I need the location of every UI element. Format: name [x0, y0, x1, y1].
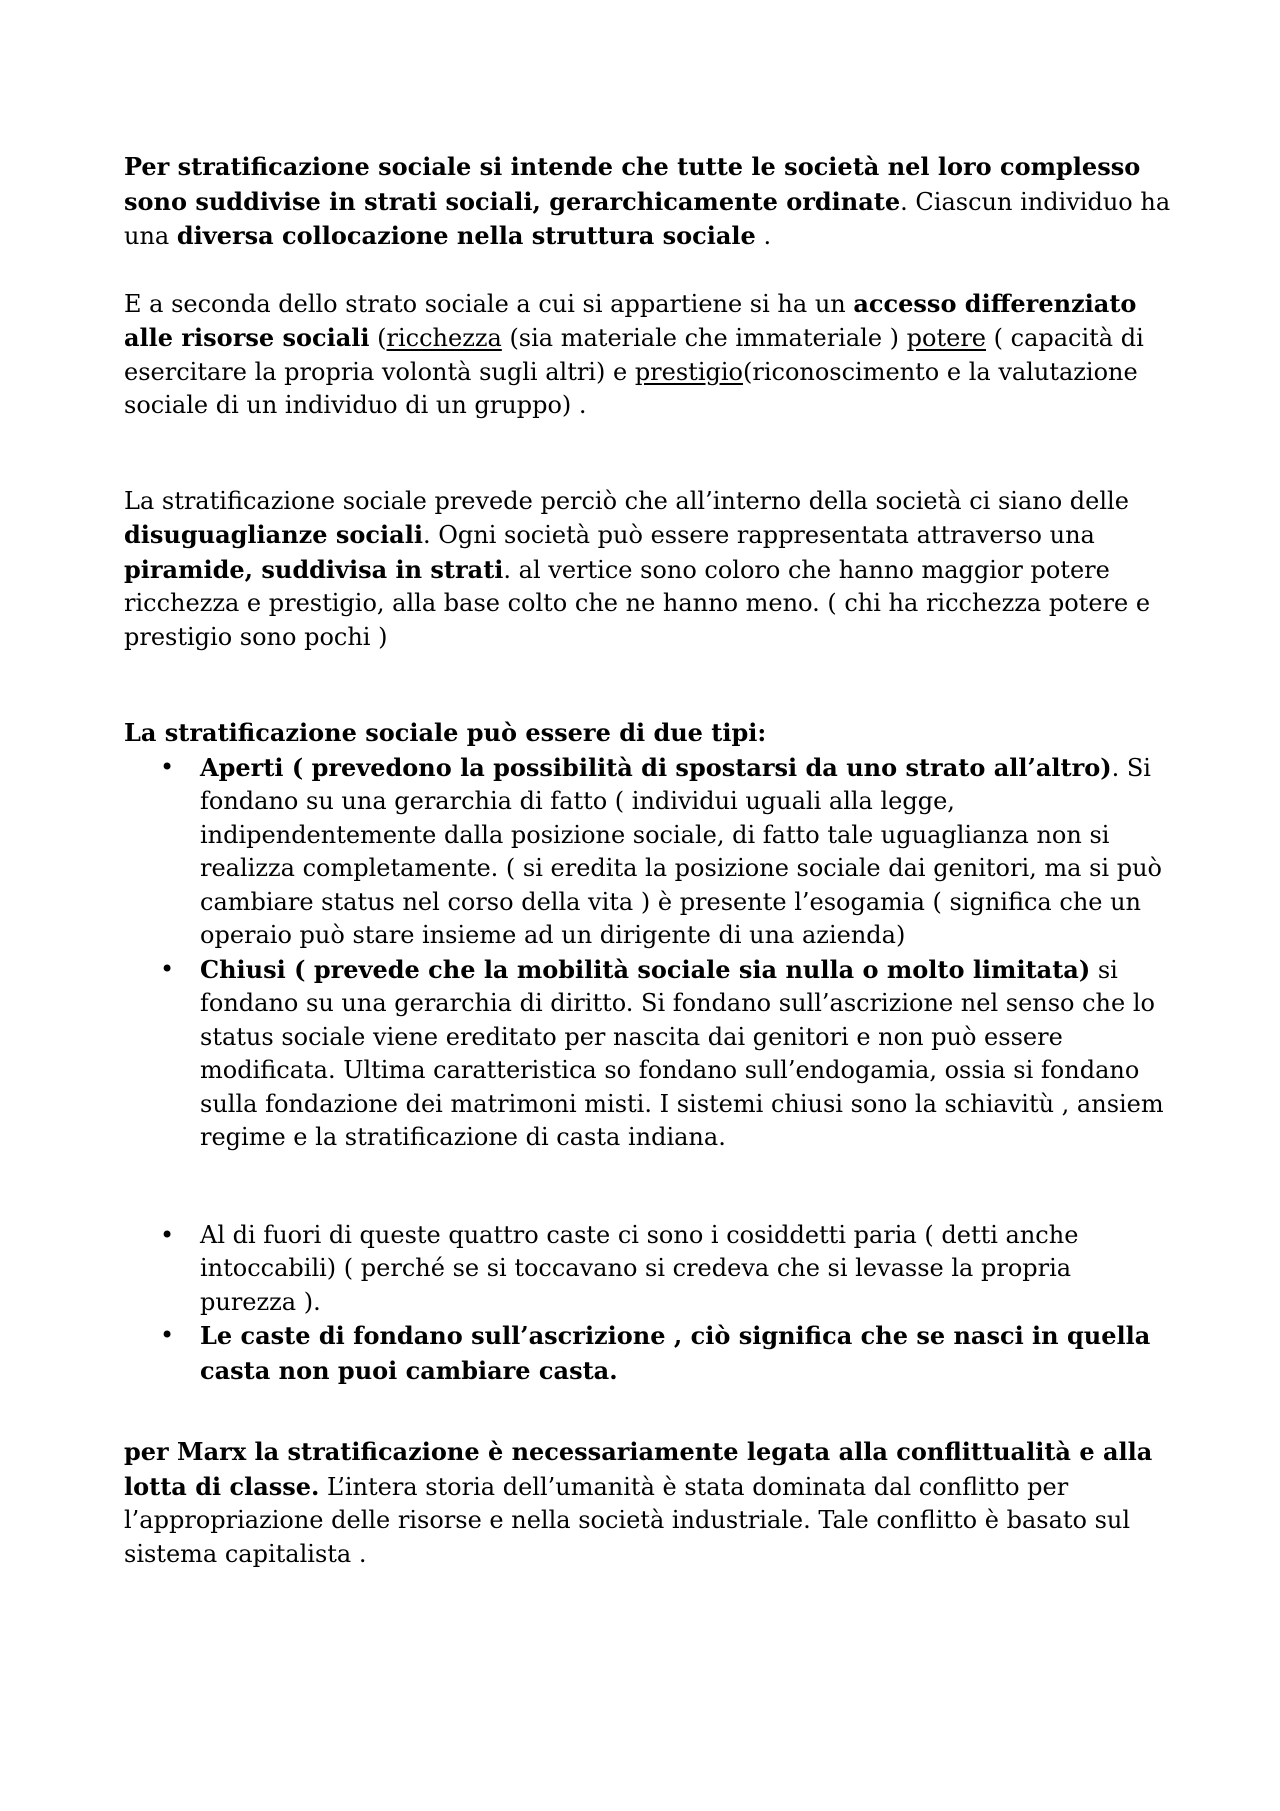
text: ( capacità di esercitare la propria volontà sugli altri) e [124, 324, 1144, 386]
list-item-paria [160, 1219, 1174, 1320]
bold-text: Aperti ( prevedono la possibilità di spostarsi da uno strato all’altro) [200, 752, 1112, 782]
section-heading-types [124, 716, 1174, 751]
list-item-caste [160, 1319, 1174, 1388]
text: . Si fondano su una gerarchia di fatto ( individui uguali alla legge, indipendentemente dalla posizione sociale, di fatto tale uguaglianza non si realizza completamente. ( si eredita la posizione sociale dai genitori, ma si può cambiare status nel corso della vita ) è presente l’esogamia ( significa che un operaio può stare insieme ad un dirigente di una azienda) [200, 753, 1162, 949]
text: ( [369, 324, 387, 352]
text: . Ogni società può essere rappresentata attraverso una [422, 521, 1095, 549]
bullet-icon: • [160, 752, 175, 781]
heading-text: La stratificazione sociale può essere di due tipi: [124, 718, 767, 747]
bullet-icon: • [160, 1321, 175, 1349]
bold-text: Le caste di fondano sull’ascrizione , ciò significa che se nasci in quella casta non puoi cambiare casta. [200, 1321, 1151, 1385]
text: Al di fuori di queste quattro caste ci sono i cosiddetti paria ( detti anche intoccabili) ( perché se si toccavano si credeva che si levasse la propria purezza ). [200, 1220, 1079, 1316]
text: . [755, 222, 772, 250]
bold-text: disuguaglianze sociali [124, 520, 423, 549]
text: L’intera storia dell’umanità è stata dominata dal conflitto per l’appropriazione delle risorse e nella società industriale. Tale conflitto è basato sul sistema capitalista . [124, 1472, 1131, 1568]
bold-text: piramide, suddivisa in strati [124, 554, 504, 584]
text: . al vertice sono coloro che hanno maggior potere ricchezza e prestigio, alla base colto che ne hanno meno. ( chi ha ricchezza potere e prestigio sono pochi ) [124, 555, 1151, 651]
bold-text: Chiusi ( prevede che la mobilità sociale sia nulla o molto limitata) [200, 954, 1091, 984]
underlined-term-potere: potere [906, 324, 986, 352]
bullet-icon: • [160, 1220, 175, 1249]
paragraph-definition [124, 150, 1174, 254]
text: E a seconda dello strato sociale a cui si appartiene si ha un [124, 289, 854, 318]
bold-text: accesso differenziato alle risorse sociali [124, 288, 1137, 352]
paragraph-access [124, 287, 1174, 423]
text: (riconoscimento e la valutazione sociale di un individuo di un gruppo) . [124, 357, 1138, 419]
bold-text: diversa collocazione nella struttura sociale [176, 221, 756, 250]
bullet-icon: • [160, 954, 175, 983]
list-item-aperti [160, 751, 1174, 953]
bold-text: Per stratificazione sociale si intende che tutte le società nel loro complesso sono suddivise in strati sociali, gerarchicamente ordinate [124, 152, 1141, 216]
list-types [124, 751, 1174, 1155]
text: . Ciascun individuo ha una [124, 187, 1171, 250]
underlined-term-prestigio: prestigio [634, 357, 743, 386]
paragraph-inequality [124, 485, 1174, 655]
list-item-chiusi [160, 953, 1174, 1155]
text: si fondano su una gerarchia di diritto. Si fondano sull’ascrizione nel senso che lo status sociale viene ereditato per nascita dai genitori e non può essere modificata. Ultima caratteristica so fondano sull’endogamia, ossia si fondano sulla fondazione dei matrimoni misti. I sistemi chiusi sono la schiavitù , ansiem regime e la stratificazione di casta indiana. [200, 955, 1164, 1151]
text: (sia materiale che immateriale ) [501, 324, 907, 352]
text: La stratificazione sociale prevede perciò che all’interno della società ci siano delle [124, 486, 1129, 515]
bold-text: per Marx la stratificazione è necessariamente legata alla conflittualità e alla lotta di classe. [124, 1437, 1153, 1501]
paragraph-marx [124, 1435, 1174, 1571]
document-page [124, 150, 1174, 1571]
underlined-term-ricchezza: ricchezza [386, 324, 502, 352]
list-caste [124, 1219, 1174, 1389]
